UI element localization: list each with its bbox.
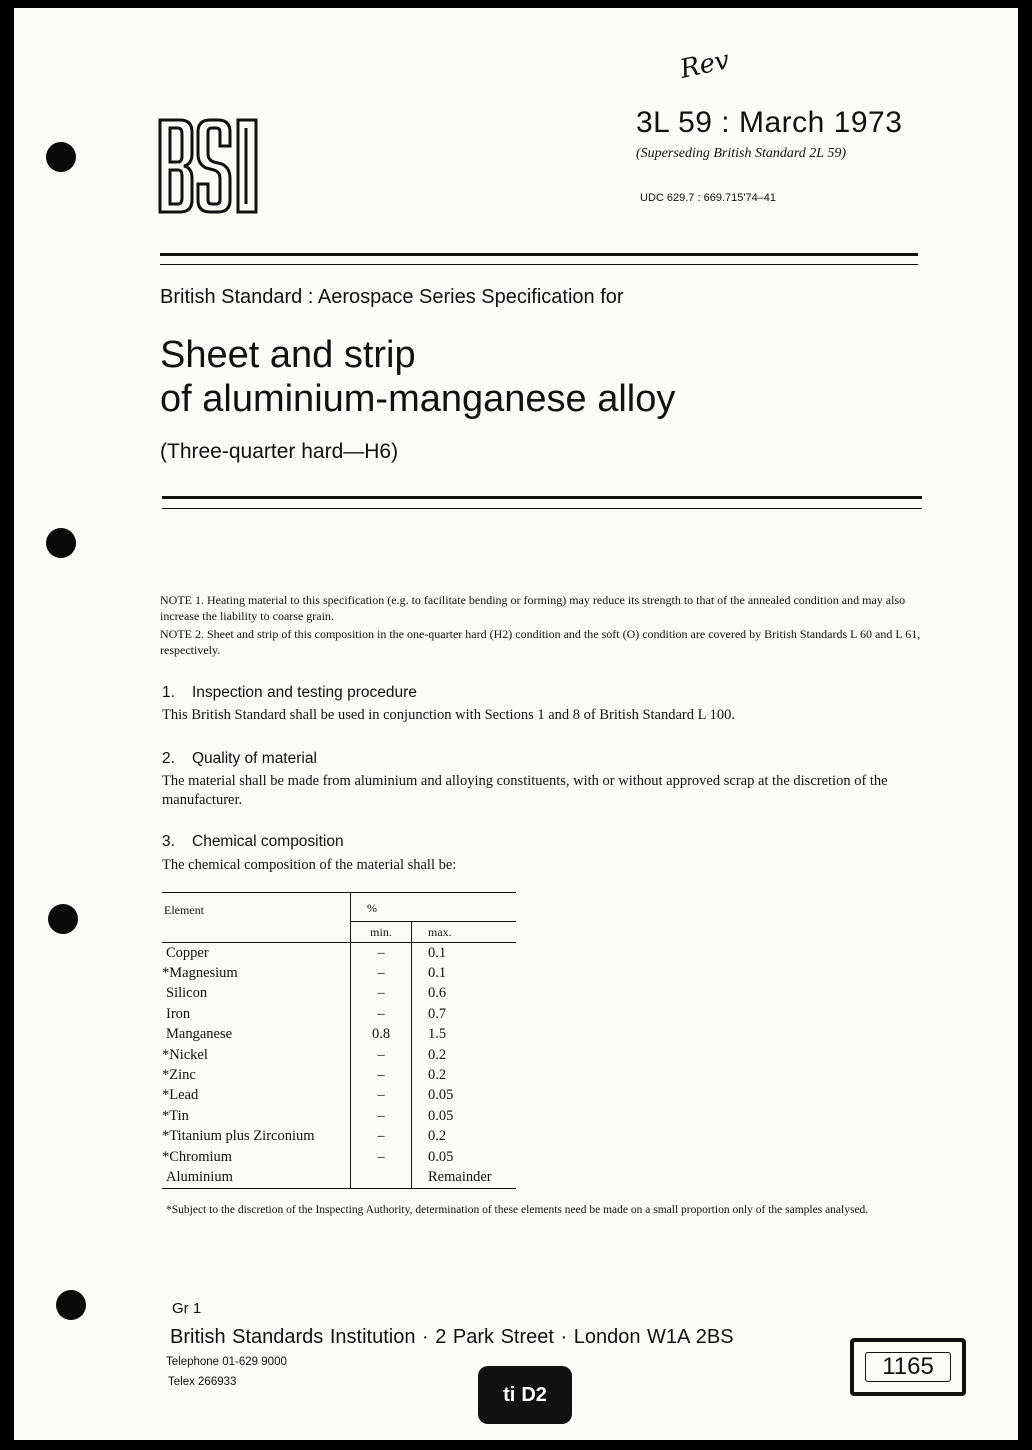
table-row <box>162 1106 516 1126</box>
table-row <box>162 1025 516 1045</box>
top-rule-thin <box>160 264 918 265</box>
subtitle: (Three-quarter hard—H6) <box>160 440 399 463</box>
table-row <box>162 1045 516 1065</box>
telex: Telex 266933 <box>168 1376 237 1388</box>
main-title-line-1: Sheet and strip <box>160 334 416 376</box>
note-1: NOTE 1. Heating material to this specification (e.g. to facilitate bending or forming) may reduce its strength to that of the annealed condition and may also increase the liability to coarse grain. <box>160 593 906 623</box>
composition-table-body <box>162 943 516 1189</box>
section-heading-text: Chemical composition <box>192 833 344 850</box>
element-cell: *Nickel <box>162 1045 351 1065</box>
section-2-text: The material shall be made from aluminium and alloying constituents, with or without approved scrap at the discretion of the manufacturer. <box>162 773 888 808</box>
section-number: 2. <box>162 750 175 767</box>
min-cell: – <box>351 1127 412 1147</box>
element-header: Element <box>162 893 351 943</box>
bsi-logo <box>158 118 260 214</box>
page-number-box <box>850 1338 966 1396</box>
ti-logo-icon: ti <box>503 1383 516 1406</box>
table-row <box>162 1004 516 1024</box>
telephone: Telephone 01-629 9000 <box>166 1356 287 1368</box>
table-row <box>162 943 516 964</box>
table-row <box>162 1086 516 1106</box>
section-3-heading <box>162 833 344 851</box>
section-number: 3. <box>162 833 175 850</box>
min-cell: – <box>351 1004 412 1024</box>
institution-address: British Standards Institution · 2 Park Street · London W1A 2BS <box>170 1326 734 1348</box>
max-cell: 0.2 <box>428 1128 447 1145</box>
table-row <box>162 963 516 983</box>
min-cell: 0.8 <box>351 1025 412 1045</box>
max-cell: Remainder <box>412 1167 517 1188</box>
min-cell: – <box>351 1147 412 1167</box>
section-1-heading <box>162 684 417 702</box>
standard-code: 3L 59 : March 1973 <box>636 106 903 139</box>
section-2-heading <box>162 750 317 768</box>
element-cell: Copper <box>162 943 351 964</box>
table-row <box>162 1147 516 1167</box>
composition-table <box>162 892 516 1189</box>
max-cell: 0.2 <box>428 1046 447 1063</box>
min-cell: – <box>351 943 412 964</box>
bsi-logo-icon <box>158 118 260 214</box>
element-cell: *Tin <box>162 1106 351 1126</box>
binder-hole-1 <box>46 142 76 172</box>
min-cell: – <box>351 1086 412 1106</box>
main-title-line-2: of aluminium-manganese alloy <box>160 378 676 420</box>
element-cell: *Titanium plus Zirconium <box>162 1127 351 1147</box>
binder-hole-2 <box>46 528 76 558</box>
min-cell: – <box>351 1065 412 1085</box>
section-heading-text: Inspection and testing procedure <box>192 684 417 701</box>
max-cell: 0.6 <box>428 985 447 1002</box>
title-rule-thin <box>162 508 922 509</box>
table-row <box>162 1167 516 1188</box>
binder-hole-3 <box>48 904 78 934</box>
series-title: British Standard : Aerospace Series Specification for <box>160 286 624 308</box>
element-cell: *Chromium <box>162 1147 351 1167</box>
table-row <box>162 1065 516 1085</box>
max-cell: 0.05 <box>428 1148 454 1165</box>
element-cell: Manganese <box>162 1025 351 1045</box>
min-header: min. <box>351 922 412 943</box>
max-cell: 1.5 <box>428 1026 447 1043</box>
section-1-text: This British Standard shall be used in conjunction with Sections 1 and 8 of British Standard L 100. <box>162 707 735 723</box>
note-2: NOTE 2. Sheet and strip of this composition in the one-quarter hard (H2) condition and the soft (O) condition are covered by British Standards L 60 and L 61, respectively. <box>160 627 921 657</box>
price-group: Gr 1 <box>172 1300 202 1317</box>
superseding-note: (Superseding British Standard 2L 59) <box>636 146 847 161</box>
handwritten-note: Rev <box>677 45 733 85</box>
stamp-code: D2 <box>521 1383 547 1406</box>
section-number: 1. <box>162 684 175 701</box>
max-header: max. <box>412 922 517 943</box>
max-cell: 0.2 <box>428 1067 447 1084</box>
section-heading-text: Quality of material <box>192 750 317 767</box>
percent-header: % <box>351 893 517 922</box>
min-cell <box>351 1167 412 1188</box>
element-cell: *Zinc <box>162 1065 351 1085</box>
element-cell: *Magnesium <box>162 963 351 983</box>
section-3-text: The chemical composition of the material shall be: <box>162 857 457 873</box>
max-cell: 0.05 <box>428 1087 454 1104</box>
table-row <box>162 1127 516 1147</box>
min-cell: – <box>351 963 412 983</box>
udc-code: UDC 629.7 : 669.715'74–41 <box>640 192 777 204</box>
table-row <box>162 984 516 1004</box>
max-cell: 0.1 <box>428 944 447 961</box>
element-cell: *Lead <box>162 1086 351 1106</box>
top-rule <box>160 253 918 256</box>
min-cell: – <box>351 984 412 1004</box>
element-cell: Iron <box>162 1004 351 1024</box>
stamp-badge <box>478 1366 572 1424</box>
max-cell: 0.7 <box>428 1005 447 1022</box>
max-cell: 0.1 <box>428 965 447 982</box>
element-cell: Aluminium <box>162 1167 351 1188</box>
table-footnote: *Subject to the discretion of the Inspecting Authority, determination of these elements need be made on a small proportion only of the samples analysed. <box>166 1204 869 1216</box>
title-rule <box>162 496 922 499</box>
binder-hole-4 <box>56 1290 86 1320</box>
min-cell: – <box>351 1045 412 1065</box>
svg-text:BSI: BSI <box>158 118 160 119</box>
max-cell: 0.05 <box>428 1107 454 1124</box>
min-cell: – <box>351 1106 412 1126</box>
element-cell: Silicon <box>162 984 351 1004</box>
page-number: 1165 <box>865 1352 951 1382</box>
